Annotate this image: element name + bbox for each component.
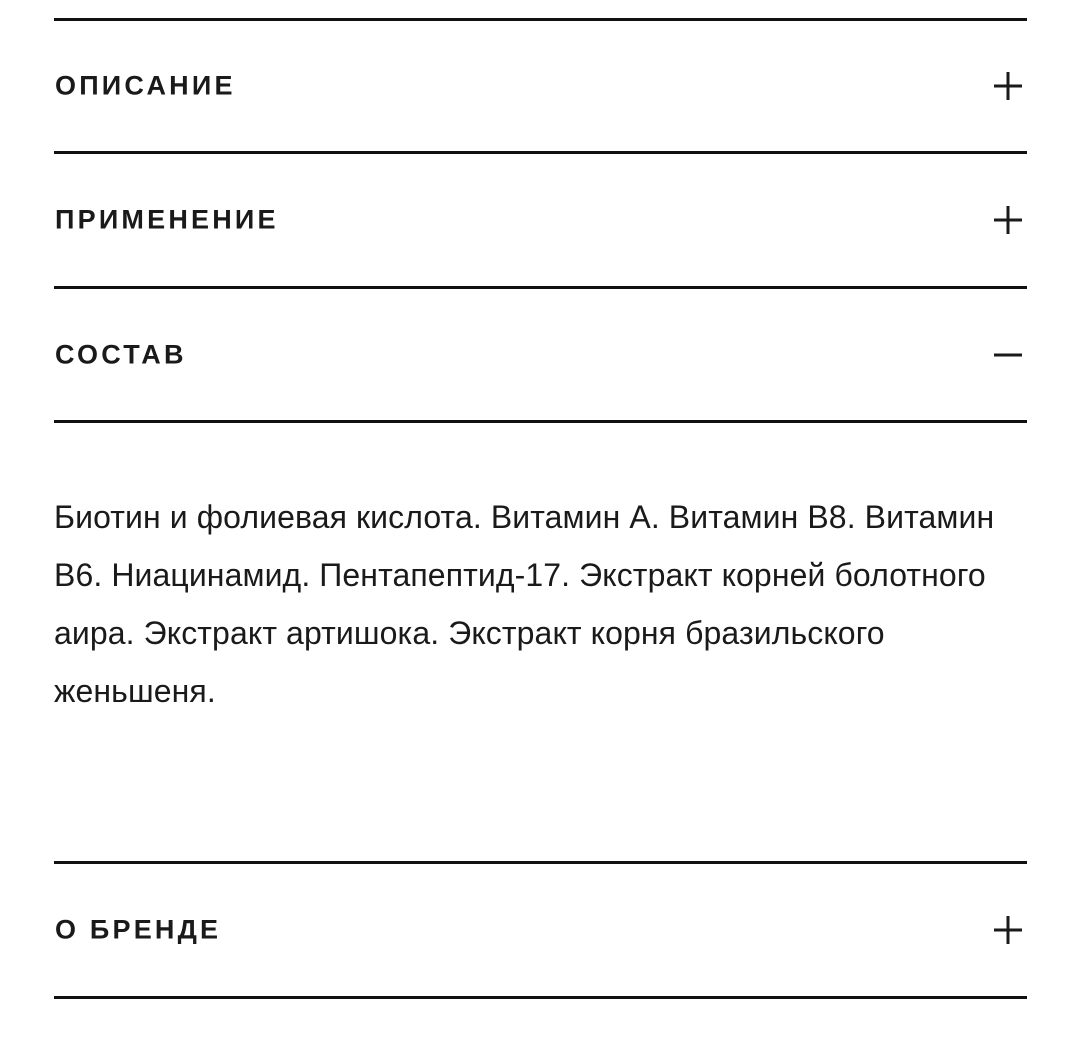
accordion-header-description[interactable] [54,20,1027,152]
accordion-header-brand[interactable] [54,864,1027,996]
plus-icon[interactable] [993,71,1023,101]
plus-icon[interactable] [993,915,1023,945]
accordion-title-description: ОПИСАНИЕ [55,70,236,101]
accordion-header-usage[interactable] [54,154,1027,286]
minus-icon[interactable] [993,340,1023,370]
accordion-content-composition: Биотин и фолиевая кислота. Витамин А. Витамин В8. Витамин В6. Ниацинамид. Пентапептид-17. Экстракт корней болотного аира. Экстракт артишока. Экстракт корня бразильского женьшеня. [54,499,995,709]
divider [54,420,1027,423]
plus-icon[interactable] [993,205,1023,235]
accordion-title-composition: СОСТАВ [55,339,187,370]
divider [54,996,1027,999]
accordion-header-composition[interactable] [54,289,1027,421]
accordion-title-usage: ПРИМЕНЕНИЕ [55,204,279,235]
accordion-title-brand: О БРЕНДЕ [55,914,222,945]
